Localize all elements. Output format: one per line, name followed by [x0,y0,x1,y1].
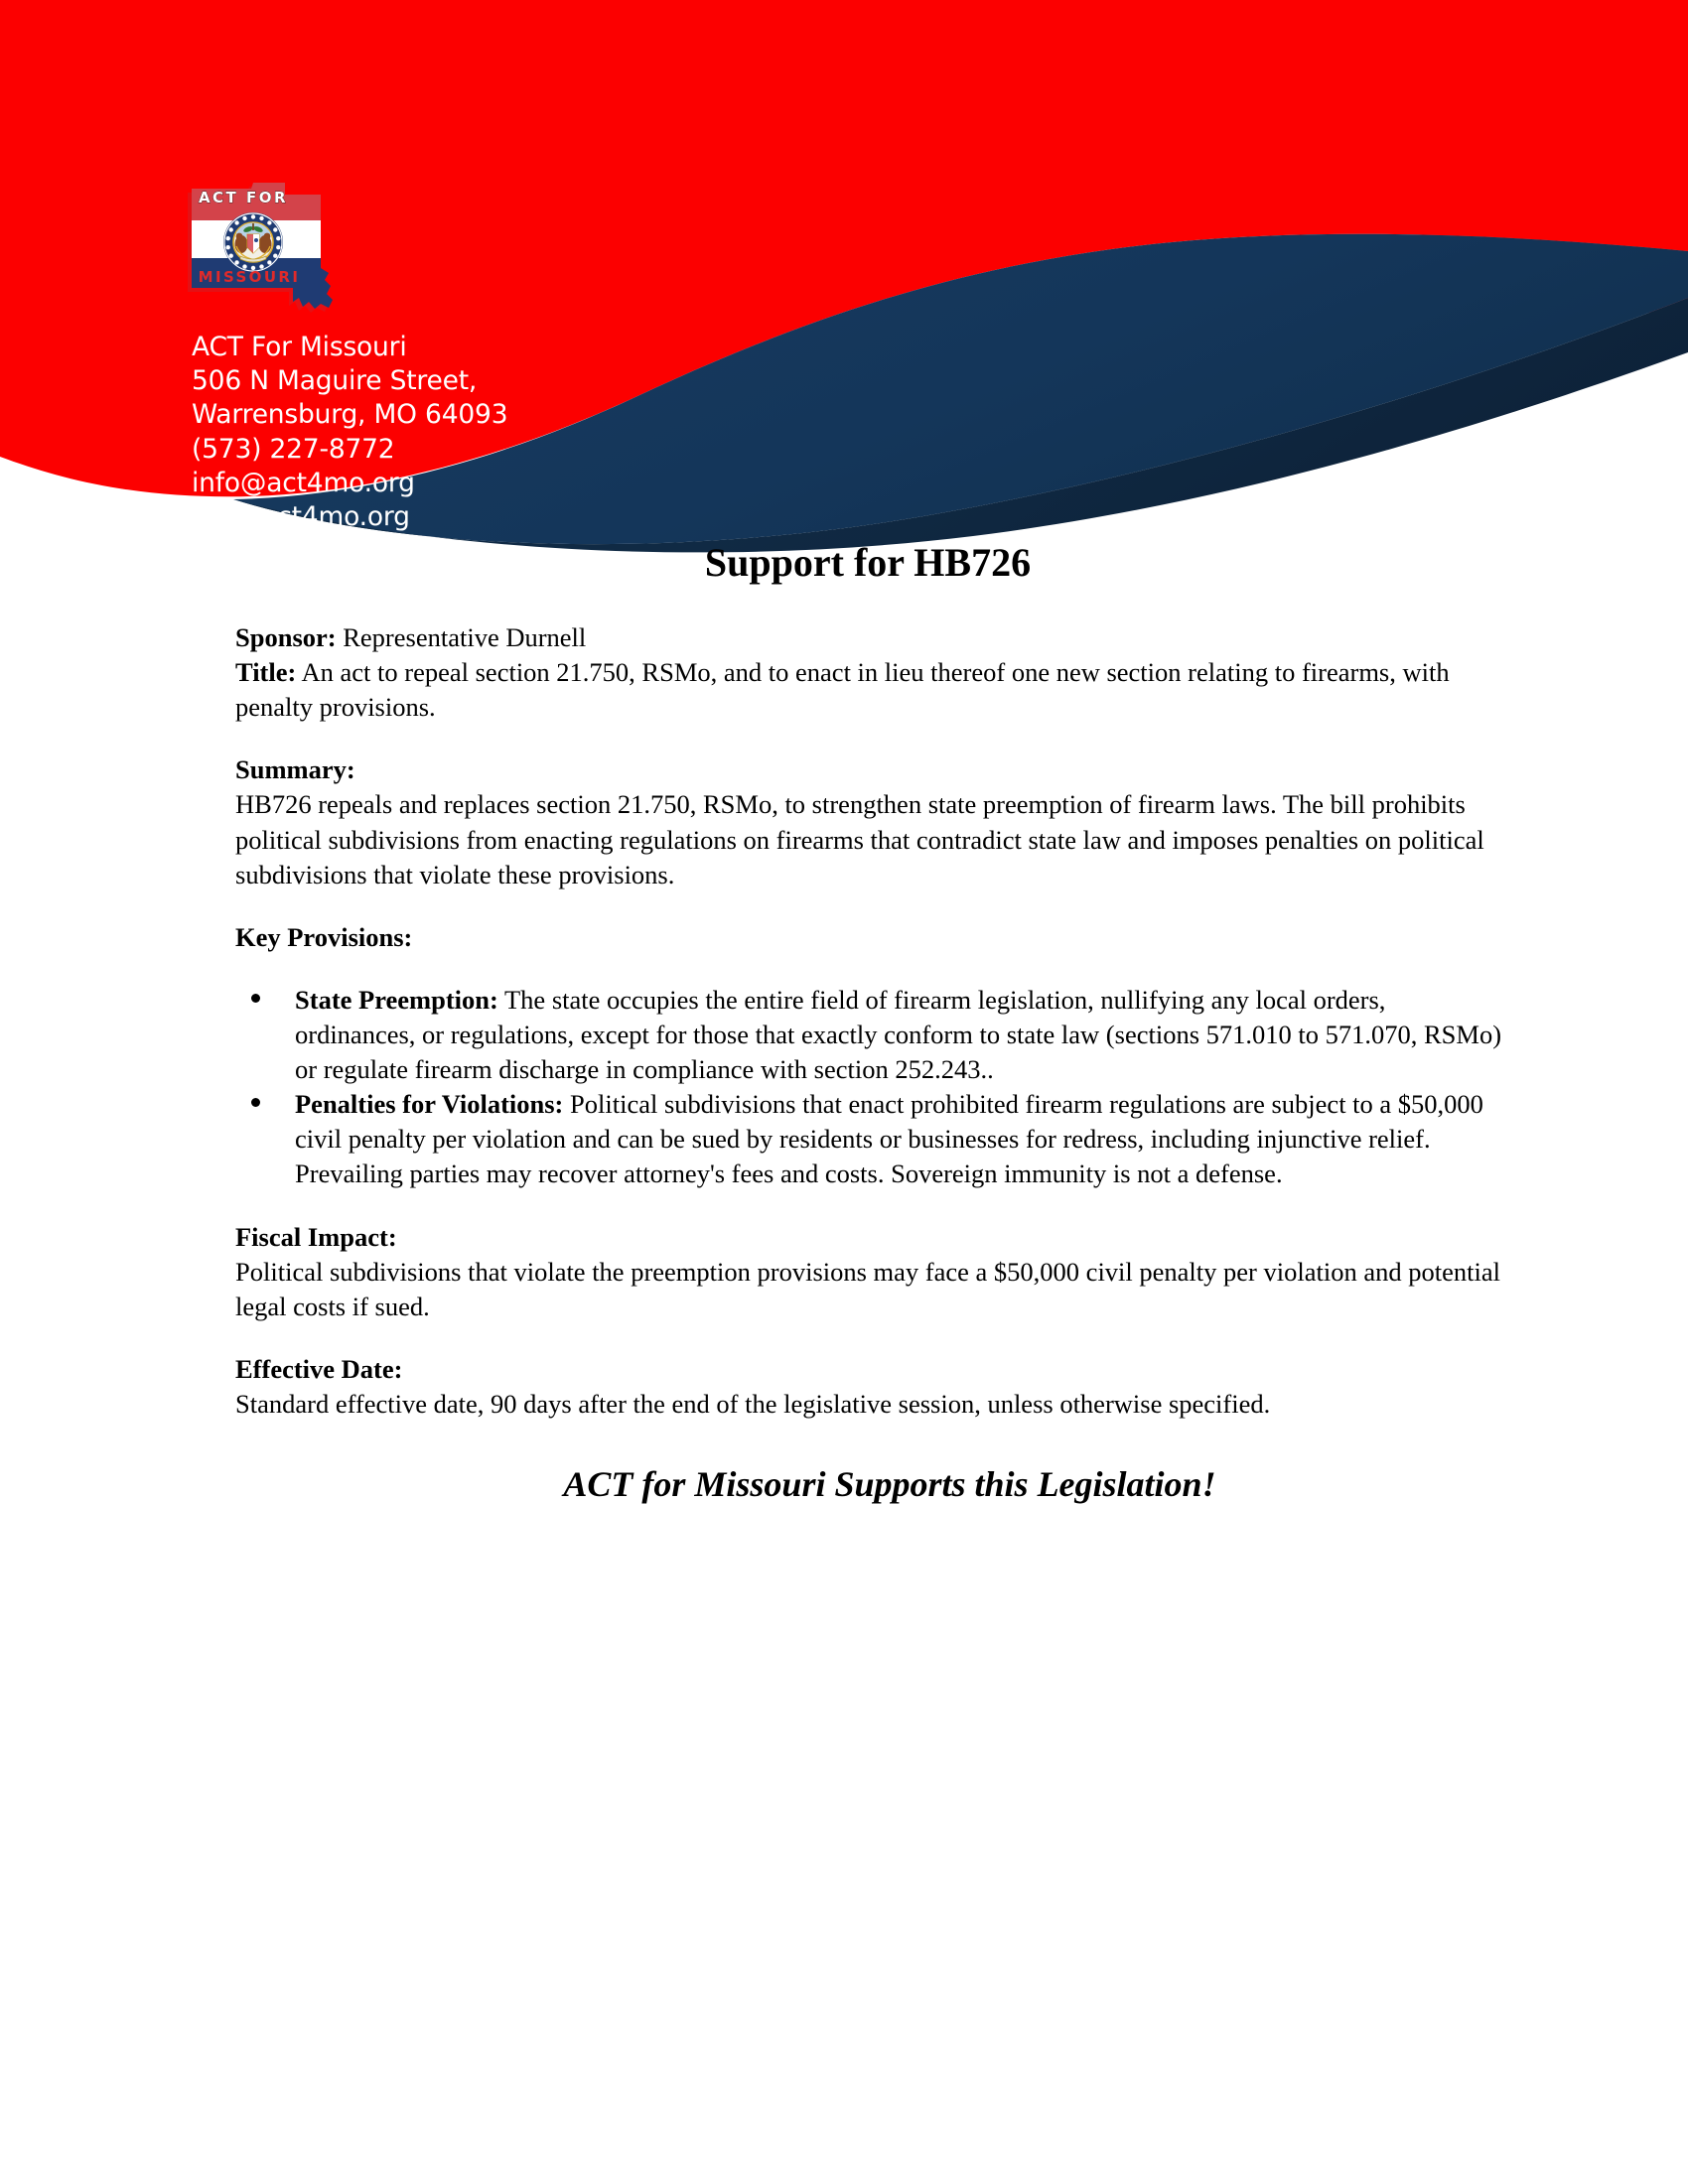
provision-text: The state occupies the entire field of firearm legislation, nullifying any local orders, ordinances, or regulations, except for those that exactly conform to state law (sections 571.010 to 571.070, RSMo) or regulate firearm discharge in compliance with section 252.243.. [295,984,1502,1085]
contact-phone: (573) 227-8772 [192,433,395,465]
bill-title-label: Title: [235,657,297,688]
list-item [235,983,1504,1087]
key-provisions-list [235,983,1504,1192]
summary-heading: Summary: [235,754,355,785]
summary-body: HB726 repeals and replaces section 21.750, RSMo, to strengthen state preemption of firearm laws. The bill prohibits political subdivisions from enacting regulations on firearms that contradict state law and imposes penalties on political subdivisions that violate these provisions. [235,789,1484,889]
contact-org-name: ACT For Missouri [192,332,407,362]
organization-contact-block [192,331,507,534]
contact-street: 506 N Maguire Street, [192,365,478,397]
effective-date-heading: Effective Date: [235,1353,403,1384]
key-provisions-heading: Key Provisions: [235,921,413,952]
header-banner [0,0,1688,556]
document-body [0,541,1688,1509]
list-item [235,1087,1504,1191]
bullet-icon [251,994,260,1003]
contact-website: www.act4mo.org [192,500,410,532]
svg-text:MISSOURI: MISSOURI [198,268,301,286]
provision-label: Penalties for Violations: [295,1089,564,1120]
bill-title-line [235,655,1504,725]
page-title: Support for HB726 [704,540,1032,585]
document-content [184,620,1504,1509]
logo-state-seal [223,212,283,272]
sponsor-line [235,620,1504,655]
logo-top-text [199,189,288,206]
sponsor-label: Sponsor: [235,622,337,652]
fiscal-impact-body: Political subdivisions that violate the preemption provisions may face a $50,000 civil penalty per violation and potential legal costs if sued. [235,1256,1500,1321]
logo-bottom-text [199,268,301,286]
provision-label: State Preemption: [295,984,498,1015]
bullet-icon [251,1098,260,1107]
svg-text:ACT FOR: ACT FOR [198,189,289,206]
act-for-missouri-logo [182,177,351,321]
fiscal-impact-heading: Fiscal Impact: [235,1221,397,1252]
closing-statement: ACT for Missouri Supports this Legislation! [563,1464,1216,1505]
contact-city-state-zip: Warrensburg, MO 64093 [192,399,508,431]
bill-title-value: An act to repeal section 21.750, RSMo, and to enact in lieu thereof one new section relating to firearms, with penalty provisions. [235,657,1450,723]
contact-email: info@act4mo.org [192,467,415,498]
effective-date-body: Standard effective date, 90 days after the end of the legislative session, unless otherwise specified. [235,1388,1271,1419]
provision-text: Political subdivisions that enact prohibited firearm regulations are subject to a $50,000 civil penalty per violation and can be sued by residents or businesses for redress, including injunctive relief. Prevailing parties may recover attorney's fees and costs. Sovereign immunity is not a defense. [295,1089,1483,1189]
sponsor-value: Representative Durnell [336,622,587,652]
